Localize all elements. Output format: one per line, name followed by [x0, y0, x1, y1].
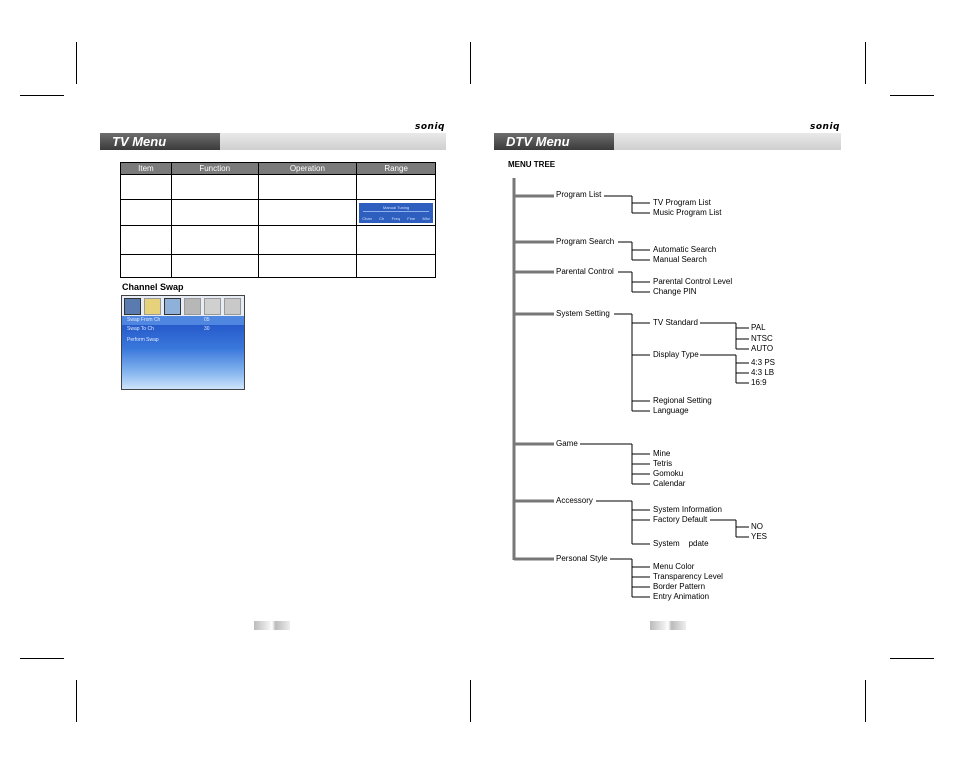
tree-node-4-3-lb: 4:3 LB — [751, 368, 775, 377]
tree-node-change-pin: Change PIN — [653, 287, 697, 296]
tree-node-yes: YES — [751, 532, 768, 541]
tree-node-ntsc: NTSC — [751, 334, 773, 343]
tree-node-gomoku: Gomoku — [653, 469, 684, 478]
page-number-bar — [650, 621, 686, 630]
tree-node-personal-style: Personal Style — [556, 554, 608, 563]
tree-node-system-information: System Information — [653, 505, 722, 514]
table-header: Range — [357, 163, 436, 175]
tree-node-factory-default: Factory Default — [653, 515, 708, 524]
tree-node-parental-control: Parental Control — [556, 267, 614, 276]
tree-node-auto: AUTO — [751, 344, 774, 353]
page-title: DTV Menu — [494, 133, 614, 150]
tree-node-transparency-level: Transparency Level — [653, 572, 723, 581]
osd-thumbnail-item: Freq — [391, 215, 400, 221]
tree-node-16-9: 16:9 — [751, 378, 767, 387]
tree-node-parental-control-level: Parental Control Level — [653, 277, 733, 286]
tree-node-display-type: Display Type — [653, 350, 699, 359]
tree-node-music-program-list: Music Program List — [653, 208, 722, 217]
tree-node-border-pattern: Border Pattern — [653, 582, 706, 591]
table-header: Function — [171, 163, 258, 175]
swap-to-value[interactable]: 30 — [204, 326, 210, 332]
tree-node-mine: Mine — [653, 449, 671, 458]
osd-thumbnail-item: Mhz — [422, 215, 430, 221]
tree-node-game: Game — [556, 439, 578, 448]
osd-thumbnail-item: Ch — [379, 215, 385, 221]
tree-node-language: Language — [653, 406, 689, 415]
tree-node-4-3-ps: 4:3 PS — [751, 358, 776, 367]
tree-node-tetris: Tetris — [653, 459, 673, 468]
tree-node-accessory: Accessory — [556, 496, 593, 505]
tree-node-tv-standard: TV Standard — [653, 318, 698, 327]
table-header: Operation — [258, 163, 357, 175]
table-header: Item — [121, 163, 172, 175]
tree-node-calendar: Calendar — [653, 479, 686, 488]
channel-swap-heading: Channel Swap — [122, 282, 184, 292]
tree-node-program-search: Program Search — [556, 237, 615, 246]
tree-node-manual-search: Manual Search — [653, 255, 707, 264]
tree-node-program-list: Program List — [556, 190, 602, 199]
tree-node-entry-animation: Entry Animation — [653, 592, 710, 601]
page-title: TV Menu — [100, 133, 220, 150]
tree-node-automatic-search: Automatic Search — [653, 245, 717, 254]
tree-connectors — [514, 178, 749, 597]
tree-node-pal: PAL — [751, 323, 766, 332]
tree-node-system-setting: System Setting — [556, 309, 610, 318]
perform-swap-item[interactable]: Perform Swap — [127, 337, 159, 343]
brand-logo: soniq — [415, 122, 445, 132]
osd-thumbnail-item: Fine — [407, 215, 416, 221]
tree-node-menu-color: Menu Color — [653, 562, 695, 571]
tree-node-system-update: System pdate — [653, 539, 709, 548]
osd-thumbnail-title: Manual Tuning — [382, 204, 410, 210]
tree-node-regional-setting: Regional Setting — [653, 396, 712, 405]
tree-node-tv-program-list: TV Program List — [653, 198, 711, 207]
swap-from-label: Swap From Ch — [127, 317, 161, 323]
menu-tree-heading: MENU TREE — [508, 160, 556, 169]
swap-from-value[interactable]: 05 — [204, 317, 210, 323]
swap-to-label: Swap To Ch — [127, 326, 154, 332]
brand-logo: soniq — [810, 122, 840, 132]
tree-node-no: NO — [751, 522, 763, 531]
osd-thumbnail-item: Chan — [362, 215, 372, 221]
